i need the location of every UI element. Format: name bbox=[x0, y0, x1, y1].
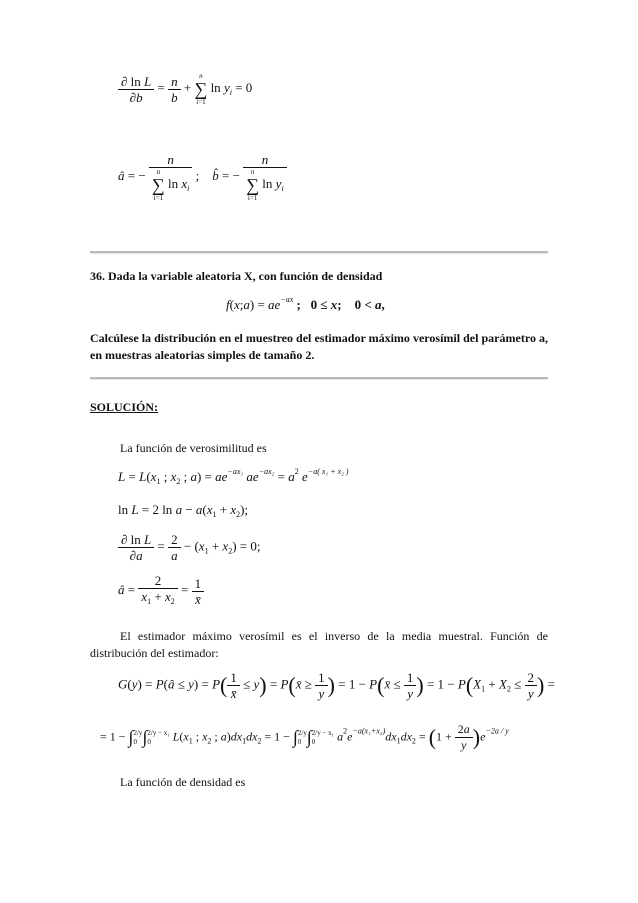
density-intro: La función de densidad es bbox=[120, 775, 246, 789]
equation-log-likelihood: ln L = 2 $\ln a - a(x_1 + x_2)$; bbox=[118, 502, 249, 519]
problem-question: Calcúlese la distribución en el muestreo del estimador máximo verosímil del parámetro a, en muestras aleatorias simples de tamaño 2. bbox=[90, 331, 548, 362]
divider-bottom bbox=[90, 377, 548, 380]
solution-intro: La función de verosimilitud es bbox=[120, 441, 267, 455]
equation-distribution-function: G(y) = P(â ≤ y) = P( $\frac{1}{x̄}$ ≤ y) = P(x̄ ≥ $\frac{1}{y}$ ) = 1 − P(x̄ ≤ $\frac{1}{y}$ ) = $1 - P(X_1 + X_2$ ≤ $\frac{2}{y}$ ) = bbox=[118, 670, 555, 701]
solution-heading: SOLUCIÓN: bbox=[90, 400, 159, 414]
equation-density: f(x;a) = $ae^{-ax}$ ; 0 ≤ x; 0 < a, bbox=[226, 295, 385, 312]
equation-estimators: â = − n n ∑ i=1 $\ln x_i$ ; b̂ = − n n ∑ i=1 $\ln y_i$ bbox=[118, 152, 287, 202]
divider-top bbox=[90, 251, 548, 254]
equation-deriv-a: $\frac{\text{∂ ln L}}{\partial a}$ = $\frac{2}{a}$ − $(x_1 + x_2) = 0$; bbox=[118, 532, 260, 563]
equation-likelihood: $L = L(x_1$ ; $x_2$ ; $a) = ae^{-ax_1}$ $ae^{-ax_2} = a^2$ $e^{-a( x_1 + x_2 )}$ bbox=[118, 467, 349, 486]
equation-deriv-b: $\frac{\text{∂ ln L}}{\partial b}$ = $\frac{n}{b}$ + n ∑ i=1 $\ln y_i = 0$ bbox=[118, 72, 252, 106]
equation-a-hat: â = $\frac{2}{x_1 + x_2}$ = $\frac{1}{x̄}$ bbox=[118, 573, 204, 609]
equation-distribution-integral: = 1 − ∫2/y 0 ∫2/y − x₁ 0 $L(x_1$ ; $x_2$ ; $a)dx_1dx_2 = 1 - \int 2/y$ 0 ∫2/y − x₁ 0 $a^2e^{-a(x_1+x_2)}dx_1dx_2 = (1$ + $\frac{2a}{y}$ )$e^{-2a / y}$ bbox=[100, 722, 509, 752]
problem-statement: 36. Dada la variable aleatoria X, con función de densidad bbox=[90, 269, 383, 283]
solution-explanation: El estimador máximo verosímil es el inverso de la media muestral. Función de distribución del estimador: bbox=[90, 629, 548, 660]
